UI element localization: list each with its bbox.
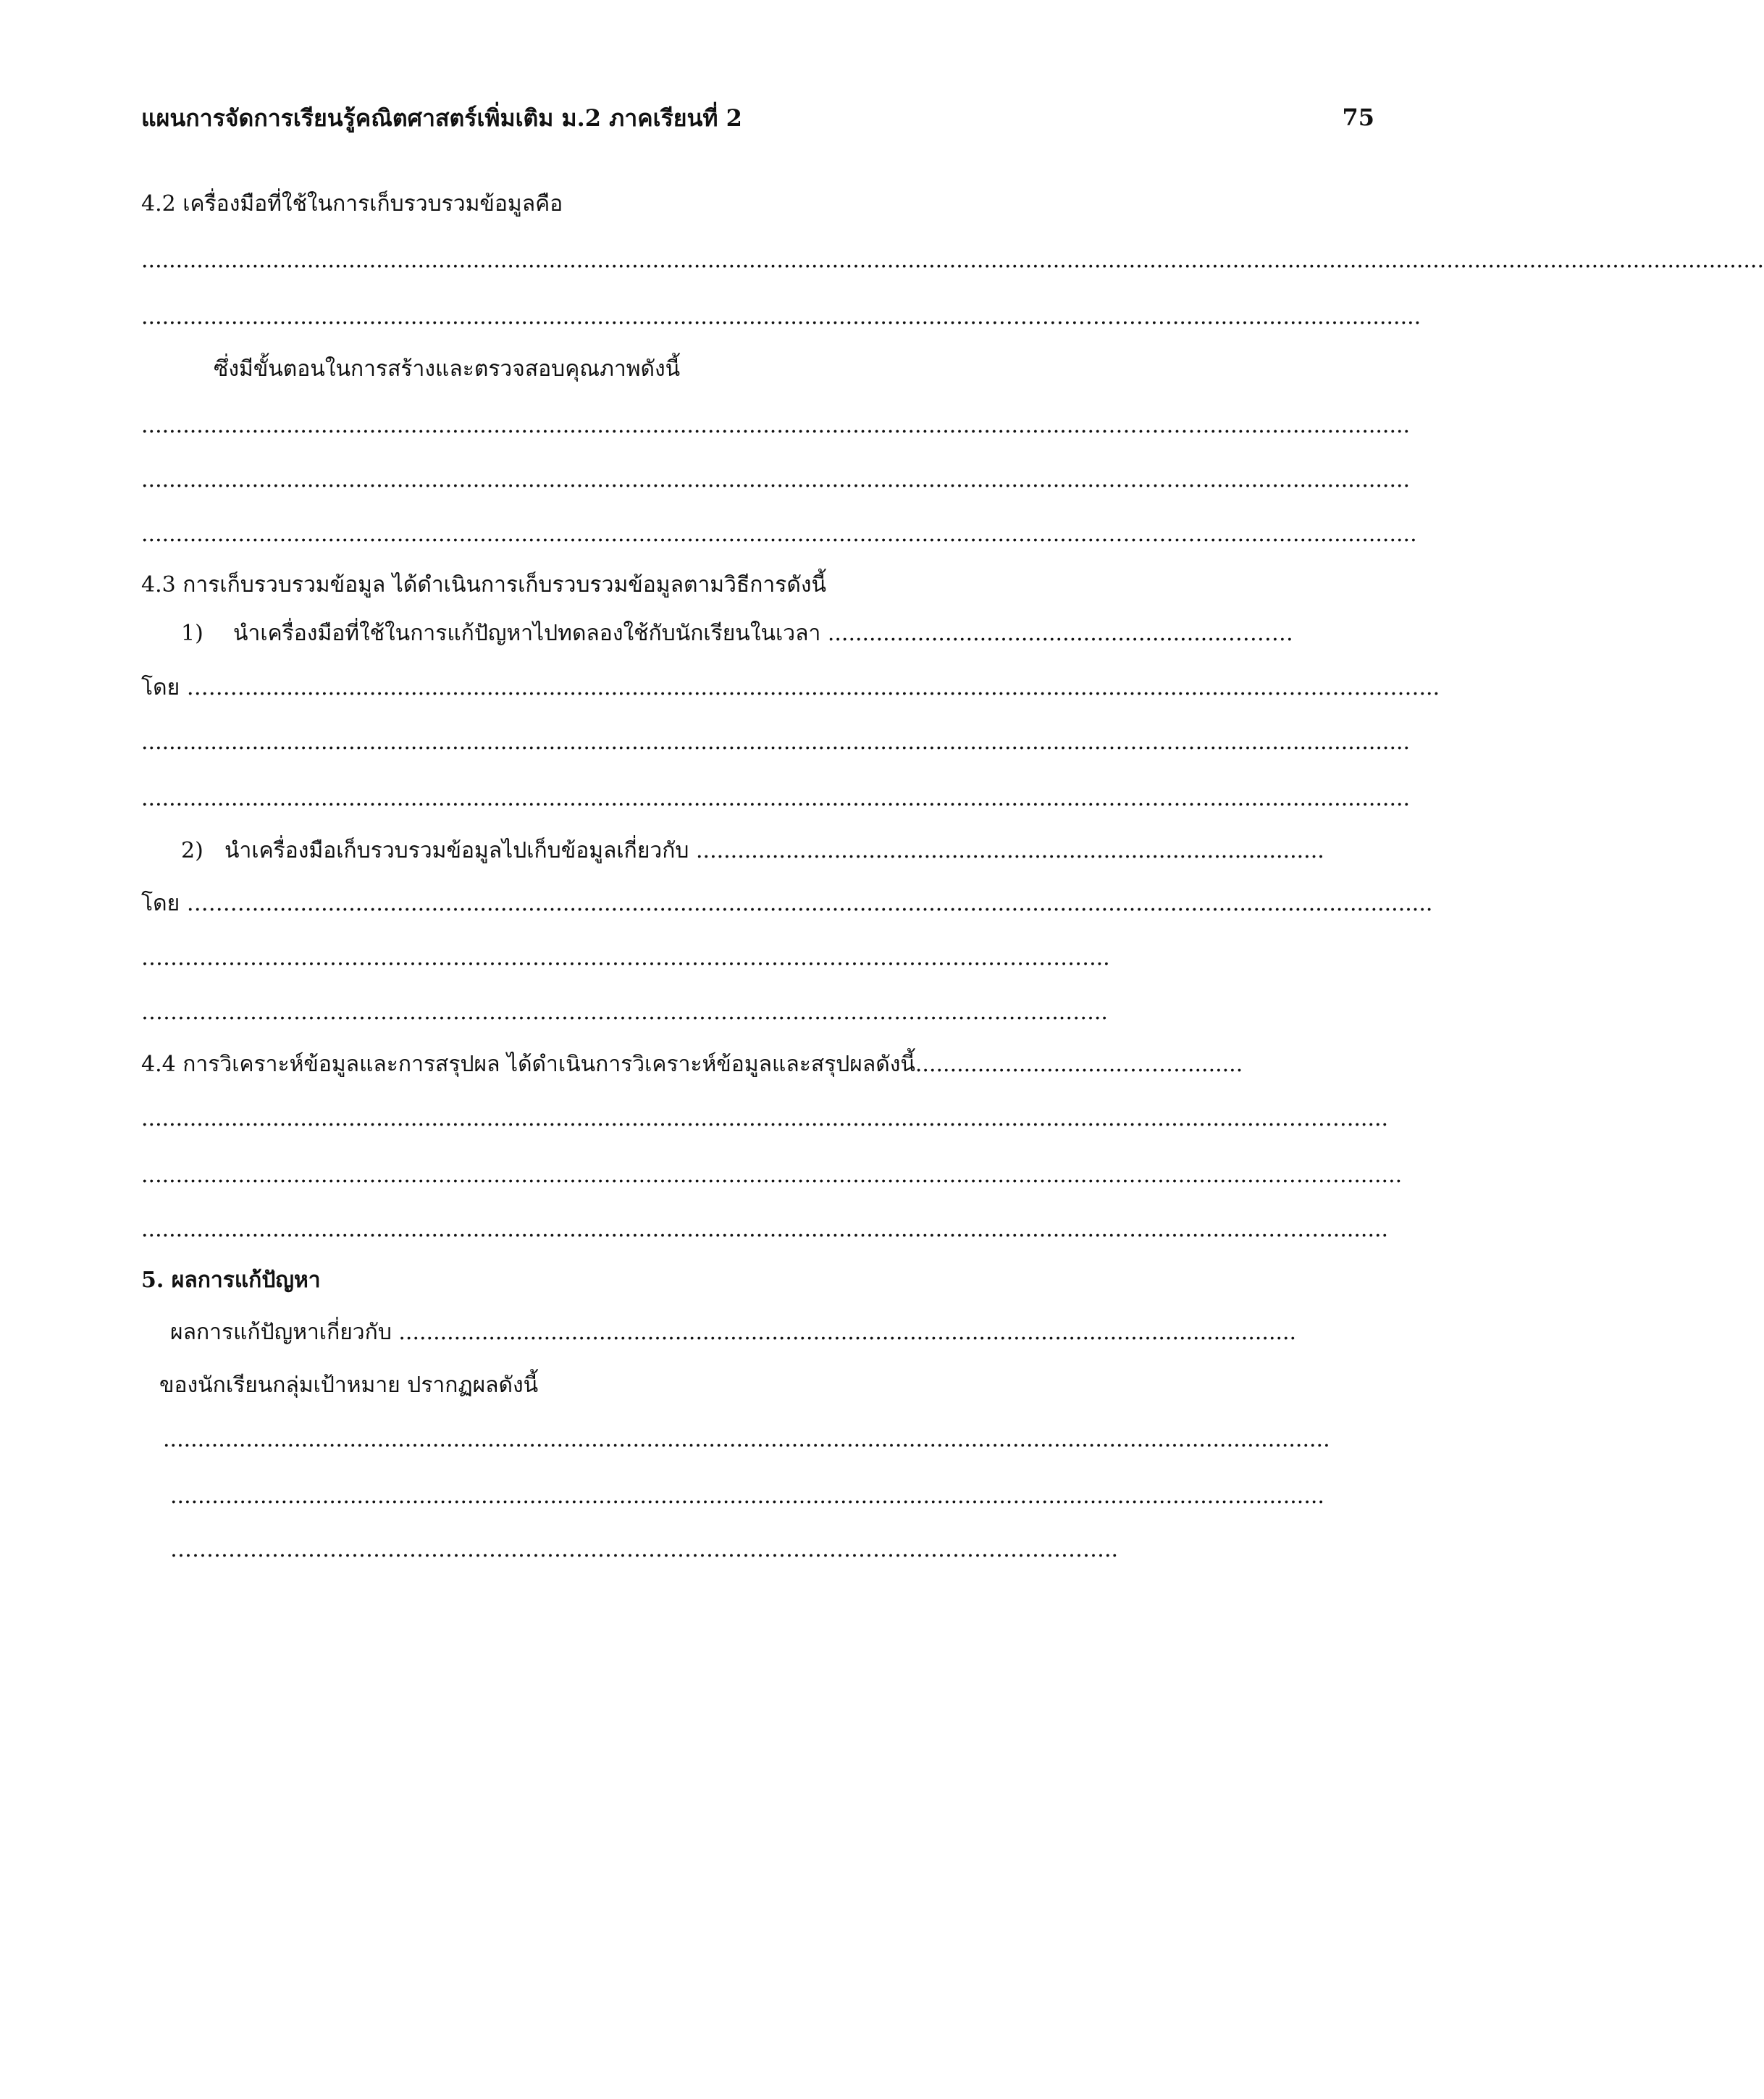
blank-line: ...........................................................................................................................................……………............................. [141,729,1411,755]
item-1-text: นำเครื่องมือที่ใช้ในการแก้ปัญหาไปทดลองใช้กับนักเรียนในเวลา ..........................................................……… [233,621,1293,646]
section-4-2-subheading: ซึ่งมีขั้นตอนในการสร้างและตรวจสอบคุณภาพดังนี้ [214,356,681,382]
blank-line: ...............................................................................................................................................…...................………...... [141,1106,1389,1131]
blank-line: ...........................................................................................................................................……………............................. [141,786,1411,811]
blank-line: ..............................................................................................................................................….................………......... [141,1217,1389,1242]
blank-line: ...........................................................................................................................................…………….............................. [141,521,1417,547]
item-1-by-line: โดย ………...................................................................................................................................................…………………... [141,675,1440,700]
blank-line: ……………………………………………………………………………………………………..……………... [141,945,1110,971]
page-number: 75 [1342,104,1374,131]
item-1-number: 1) [181,621,203,646]
item-2-text: นำเครื่องมือเก็บรวบรวมข้อมูลไปเก็บข้อมูลเกี่ยวกับ ........................................................................................... [224,838,1324,863]
section-5-heading: 5. ผลการแก้ปัญหา [141,1268,321,1293]
page-header-title: แผนการจัดการเรียนรู้คณิตศาสตร์เพิ่มเติม ม.2 ภาคเรียนที่ 2 [141,104,742,132]
section-4-2-heading: 4.2 เครื่องมือที่ใช้ในการเก็บรวบรวมข้อมูลคือ [141,191,563,217]
item-2-by-line: โดย ………........................................................................................................................................................................... [141,891,1433,916]
section-5-line-2: ของนักเรียนกลุ่มเป้าหมาย ปรากฏผลดังนี้ [159,1373,539,1398]
blank-line: ..........................................................................................................................….......................................... [170,1483,1324,1509]
item-2-number: 2) [181,838,203,863]
blank-line: ………………………………………………………………………………………………………………….. [170,1537,1119,1562]
blank-line: .........................................................................................................................……………………….................................... [141,304,1421,330]
section-4-4-heading: 4.4 การวิเคราะห์ข้อมูลและการสรุปผล ได้ดำเนินการวิเคราะห์ข้อมูลและสรุปผลดังนี้..............................………........ [141,1052,1243,1077]
blank-line: ...........................................................................................................................................……………............................. [141,413,1411,438]
section-4-3-heading: 4.3 การเก็บรวบรวมข้อมูล ได้ดำเนินการเก็บรวบรวมข้อมูลตามวิธีการดังนี้ [141,572,826,598]
blank-line: ……………………………………………………………………………..…………………...…………...…... [141,1000,1108,1025]
blank-line: ......................................................................................................................................................................... [163,1427,1330,1452]
blank-line: ...............................................................................................................................................…...................………........ [141,1162,1403,1188]
section-5-line-1: ผลการแก้ปัญหาเกี่ยวกับ .................................................................................................................................. [170,1320,1297,1345]
blank-line: ...........................................................................................................................................……………............................. [141,467,1411,493]
blank-line: ........................................................................................................................................................................................................................................... [141,248,1764,273]
